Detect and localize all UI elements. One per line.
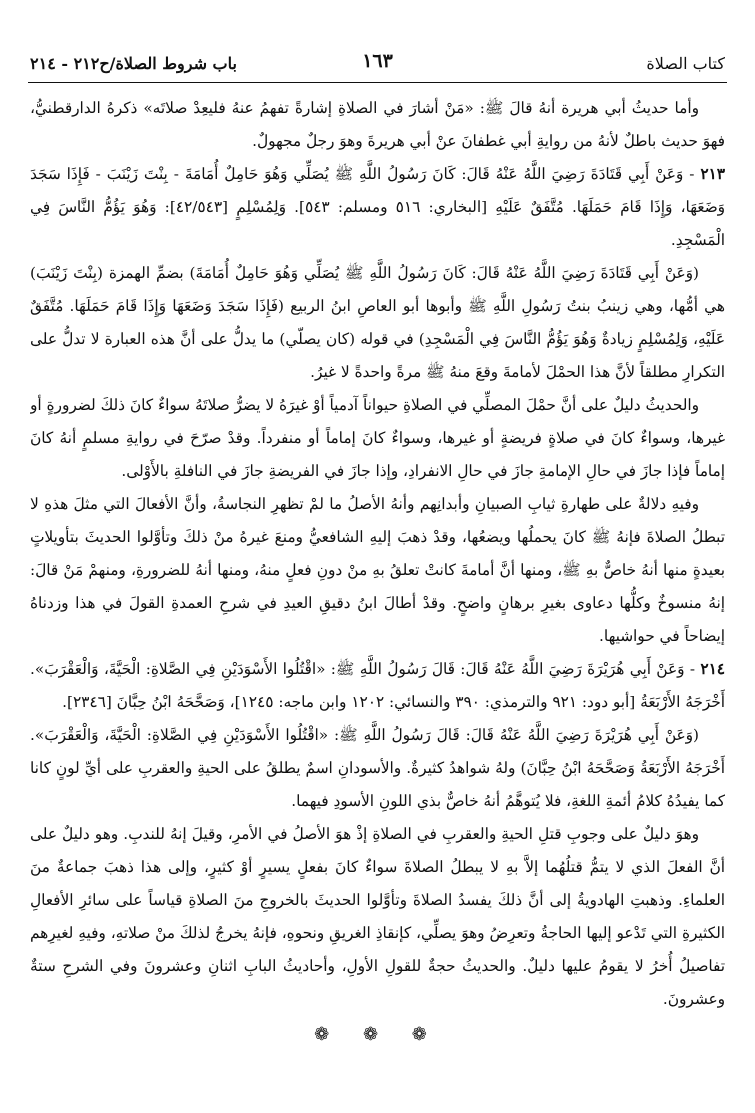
header-divider <box>28 82 727 83</box>
hadith-213: ٢١٣ - وَعَنْ أَبِي قَتَادَةَ رَضِيَ اللَّهُ عَنْهُ قَالَ: كَانَ رَسُولُ اللَّهِ ﷺ يُصَلِّي وَهُوَ حَامِلٌ أُمَامَةَ - بِنْتَ زَيْنَبَ - فَإِذَا سَجَدَ وَضَعَهَا، وَإِذَا قَامَ حَمَلَهَا. مُتَّفَقٌ عَلَيْهِ [البخاري: ٥١٦ ومسلم: ٥٤٣]. وَلِمُسْلِمٍ [٤٢/٥٤٣]: وَهُوَ يَؤُمُّ النَّاسَ فِي الْمَسْجِدِ. <box>30 165 725 249</box>
page-header <box>28 44 727 84</box>
book-title: كتاب الصلاة <box>646 54 725 73</box>
commentary-214-explanation: (وَعَنْ أَبِي هُرَيْرَةَ رَضِيَ اللَّهُ عَنْهُ قَالَ: قَالَ رَسُولُ اللَّهِ ﷺ: «اقْتُلُوا الأَسْوَدَيْنِ فِي الصَّلاةِ: الْحَيَّةَ، وَالْعَقْرَبَ». أَخْرَجَهُ الأَرْبَعَةُ وَصَحَّحَهُ ابْنُ حِبَّانَ) ولهُ شواهدُ كثيرةٌ. والأسودانِ اسمٌ يطلقُ على الحيةِ والعقربِ على أيِّ لونٍ كانا كما يفيدُهُ كلامُ أئمةِ اللغةِ، فلا يُتوهَّمُ أنهُ خاصٌّ بذي اللونِ الأسودِ فيهما. <box>30 726 725 810</box>
page-body <box>30 92 725 1082</box>
commentary-213-explanation: (وَعَنْ أَبِي قَتَادَةَ رَضِيَ اللَّهُ عَنْهُ قَالَ: كَانَ رَسُولُ اللَّهِ ﷺ يُصَلِّي وَهُوَ حَامِلٌ أُمَامَةَ) بضمِّ الهمزة (بِنْتَ زَيْنَبَ) هي أمُّها، وهي زينبُ بنتُ رَسُولِ اللَّهِ ﷺ وأبوها أبو العاصِ ابنُ الربيع (فَإِذَا سَجَدَ وَضَعَهَا وَإِذَا قَامَ حَمَلَهَا. مُتَّفَقٌ عَلَيْهِ، وَلِمُسْلِمٍ زيادةٌ وَهُوَ يَؤُمُّ النَّاسَ فِي الْمَسْجِدِ) في قوله (كان يصلّي) ما يدلُّ على أنَّ هذه العبارة لا تدلُّ على التكرارِ مطلقاً لأنَّ هذا الحمْلَ لأمامةَ وقعَ منهُ ﷺ مرةً واحدةً لا غيرُ. <box>30 264 725 381</box>
section-end-ornament: ❁ ❁ ❁ <box>314 1024 441 1045</box>
chapter-title: باب شروط الصلاة/ح٢١٢ - ٢١٤ <box>30 54 237 73</box>
hadith-214: ٢١٤ - وَعَنْ أَبِي هُرَيْرَةَ رَضِيَ اللَّهُ عَنْهُ قَالَ: قَالَ رَسُولُ اللَّهِ ﷺ: «اقْتُلُوا الأَسْوَدَيْنِ فِي الصَّلاةِ: الْحَيَّةَ، وَالْعَقْرَبَ». أَخْرَجَهُ الأَرْبَعَةُ [أبو دود: ٩٢١ والترمذي: ٣٩٠ والنسائي: ١٢٠٢ وابن ماجه: ١٢٤٥]، وَصَحَّحَهُ ابْنُ حِبَّانَ [٢٣٤٦]. <box>30 660 725 711</box>
commentary-213-evidence: وفيهِ دلالةٌ على طهارةِ ثيابِ الصبيانِ وأبدانِهم وأنهُ الأصلُ ما لمْ تظهرِ النجاسةُ، وأنَّ الأفعالَ التي مثلَ هذهِ لا تبطلُ الصلاةَ فإنهُ ﷺ كانَ يحملُها ويضعُها، وقدْ ذهبَ إليهِ الشافعيُّ ومنعَ غيرهُ منْ ذلكَ وتأوَّلوا الحديثَ بتأويلاتٍ بعيدةٍ منها أنهُ خاصٌّ بهِ ﷺ، ومنها أنَّ أمامةَ كانتْ تعلقُ بهِ منْ دونِ فعلٍ منهُ، ومنها أنهُ للضرورةِ، ومنهمْ مَنْ قالَ: إنهُ منسوخٌ وكلُّها دعاوى بغيرِ برهانٍ واضحٍ. وقدْ أطالَ ابنُ دقيقِ العيدِ في شرحِ العمدةِ القولَ في هذا وزدناهُ إيضاحاً في حواشيها. <box>30 495 725 645</box>
commentary-214-ruling: وهوَ دليلٌ على وجوبِ قتلِ الحيةِ والعقربِ في الصلاةِ إذْ هوَ الأصلُ في الأمرِ، وقيلَ إنهُ للندبِ. وهو دليلٌ على أنَّ الفعلَ الذي لا يتمُّ قتلُهُما إلاَّ بهِ لا يبطلُ الصلاةَ سواءٌ كانَ بفعلٍ يسيرٍ أوْ كثيرٍ، وإلى هذا ذهبَ جماعةٌ منَ العلماءِ. وذهبتِ الهادويةُ إلى أنَّ ذلكَ يفسدُ الصلاةَ وتأوَّلوا الحديثَ بالخروجِ منَ الصلاةِ قياساً على سائرِ الأفعالِ الكثيرةِ التي تَدْعو إليها الحاجةُ وتعرِضُ وهوَ يصلِّي، كإنقاذِ الغريقِ ونحوهِ، فإنهُ يخرجُ لذلكَ منْ صلاتهِ، وفيهِ لغيرِهم تفاصيلُ أُخرُ لا يقومُ عليها دليلٌ. والحديثُ حجةٌ للقولِ الأولِ، وأحاديثُ البابِ اثنانِ وعشرونَ وفي الشرحِ ستةٌ وعشرونَ. <box>30 825 725 1008</box>
paragraph-abu-huraira-ishara: وأما حديثُ أبي هريرة أنهُ قالَ ﷺ: «مَنْ أشارَ في الصلاةِ إشارةً تفهمُ عنهُ فليعِدْ صلاتَه» ذكرهُ الدارقطنيُّ، فهوَ حديث باطلٌ لأنهُ من روايةِ أبي غطفانَ عنْ أبي هريرةَ وهوَ رجلٌ مجهولٌ. <box>30 99 725 150</box>
hadith-number: ٢١٤ <box>700 660 725 678</box>
hadith-number: ٢١٣ <box>700 165 725 183</box>
page-number: ١٦٣ <box>362 50 393 72</box>
commentary-213-ruling: والحديثُ دليلٌ على أنَّ حمْلَ المصلِّي في الصلاةِ حيواناً آدمياً أوْ غيرَهُ لا يضرُّ صلاتَهُ سواءٌ كانَ ذلكَ لضرورةٍ أو غيرها، وسواءٌ كانَ في صلاةٍ فريضةٍ أو غيرها، وسواءٌ كانَ إماماً أو منفرداً. وقدْ صرّحَ في روايةِ مسلمٍ أنهُ كانَ إماماً فإذا جازَ في حالِ الإمامةِ جازَ في حالِ الانفرادِ، وإذا جازَ في الفريضةِ جازَ في النافلةِ بالأَوْلى. <box>30 396 725 480</box>
